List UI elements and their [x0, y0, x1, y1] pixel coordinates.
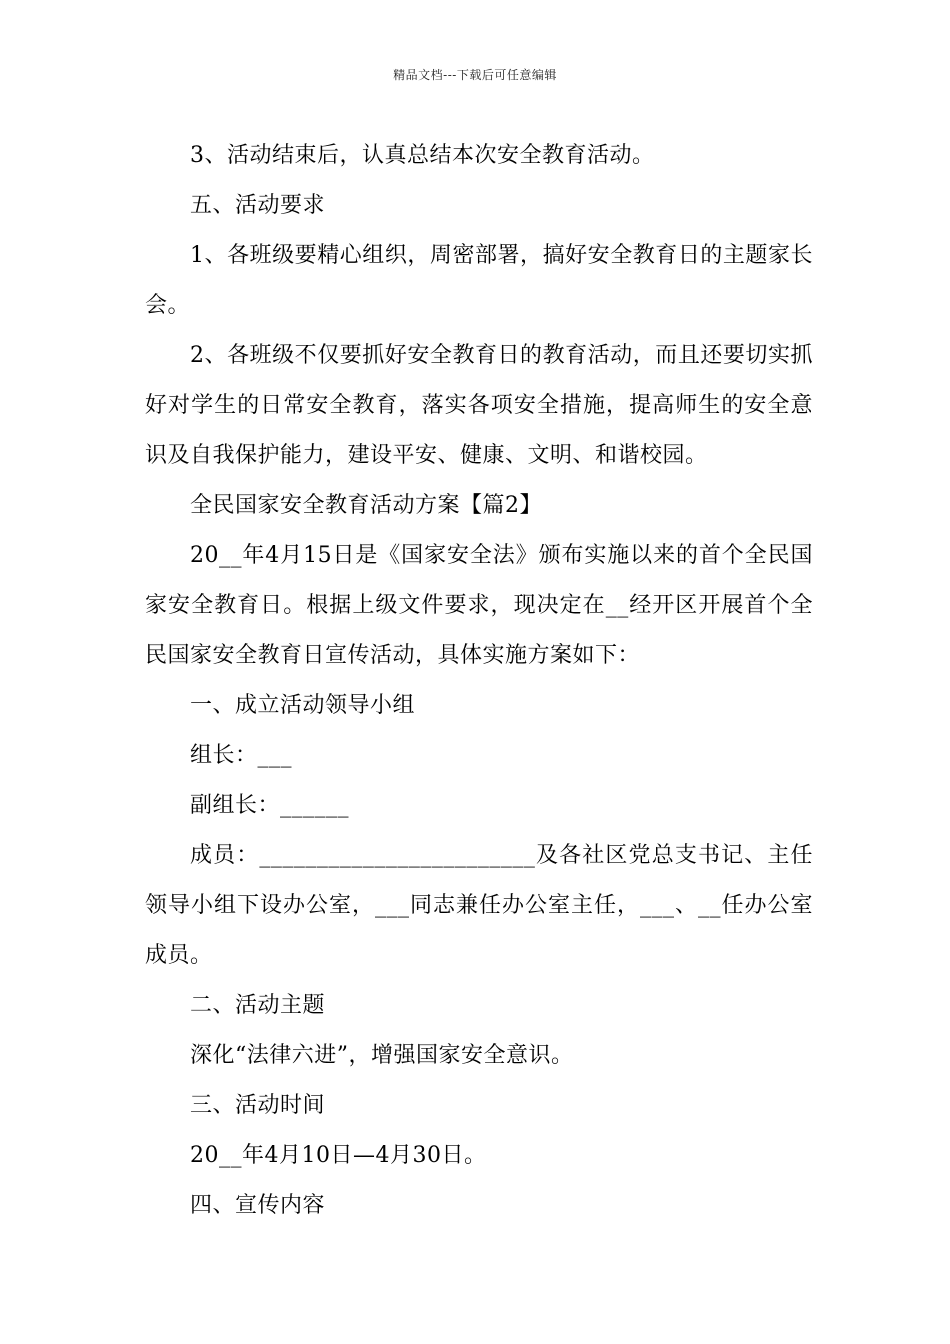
paragraph-time: 20__年4月10日—4月30日。 [190, 1143, 487, 1168]
heading-leadership-group: 一、成立活动领导小组 [190, 693, 416, 718]
page-header: 精品文档---下载后可任意编辑 [393, 68, 557, 82]
paragraph-activity-summary: 3、活动结束后，认真总结本次安全教育活动。 [190, 143, 655, 168]
paragraph-members: 成员：________________________及各社区党总支书记、主任领导小组下设办公室，___同志兼任办公室主任，___、__任办公室成员。 [145, 843, 813, 968]
paragraph-plan-intro: 20__年4月15日是《国家安全法》颁布实施以来的首个全民国家安全教育日。根据上级文件要求，现决定在__经开区开展首个全民国家安全教育日宣传活动，具体实施方案如下： [145, 543, 813, 668]
paragraph-group-leader: 组长：___ [190, 743, 293, 768]
heading-activity-time: 三、活动时间 [190, 1093, 326, 1118]
paragraph-requirement-2: 2、各班级不仅要抓好安全教育日的教育活动，而且还要切实抓好对学生的日常安全教育，落实各项安全措施，提高师生的安全意识及自我保护能力，建设平安、健康、文明、和谐校园。 [145, 343, 813, 468]
paragraph-requirement-1: 1、各班级要精心组织，周密部署，搞好安全教育日的主题家长会。 [145, 243, 813, 318]
heading-publicity-content: 四、宣传内容 [190, 1193, 326, 1218]
paragraph-theme: 深化“法律六进”，增强国家安全意识。 [190, 1043, 574, 1068]
heading-activity-requirements: 五、活动要求 [190, 193, 326, 218]
heading-activity-theme: 二、活动主题 [190, 993, 326, 1018]
paragraph-deputy-leader: 副组长：______ [190, 793, 350, 818]
document-body [145, 131, 813, 1231]
heading-plan-part-2: 全民国家安全教育活动方案【篇2】 [190, 493, 542, 518]
